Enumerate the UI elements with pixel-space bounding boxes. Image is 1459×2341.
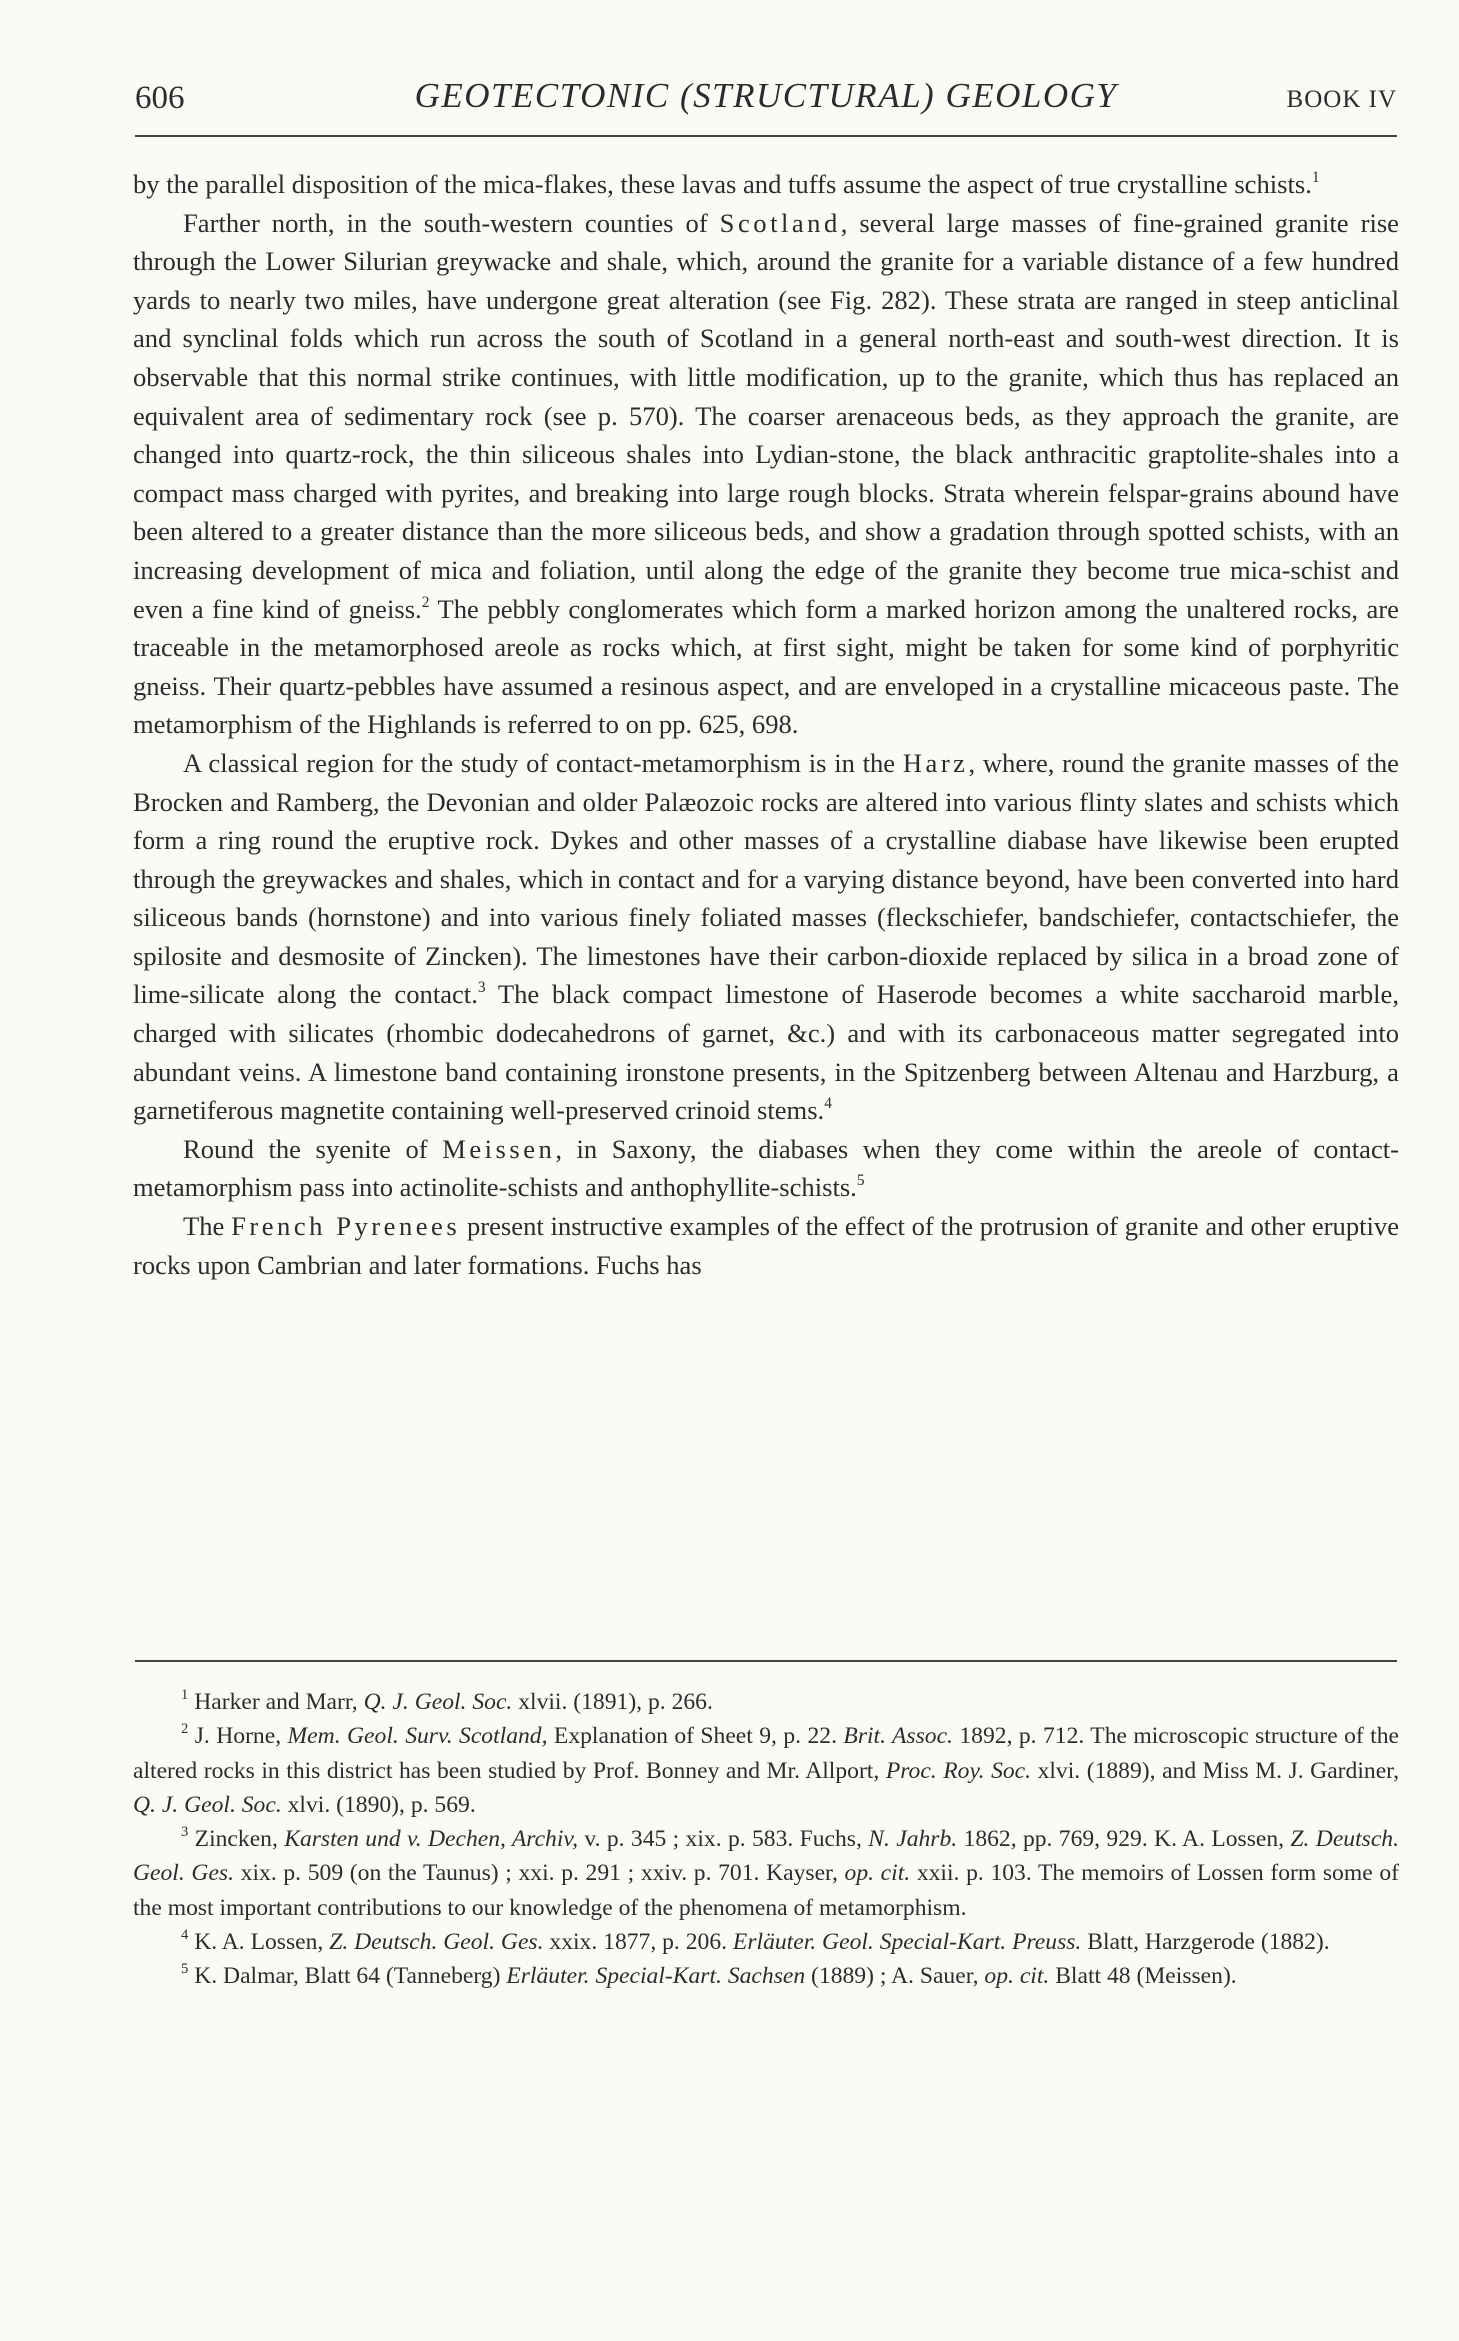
book-label: BOOK IV: [1286, 86, 1397, 113]
footnote-ref: 1: [1311, 169, 1320, 187]
footnote-ref: 2: [421, 593, 430, 611]
footnote: $^2$ J. Horne, Mem. Geol. Surv. Scotland, Explanation of Sheet 9, p. 22. Brit. Assoc. 1892, p. 712. The microscopic structure of the altered rocks in this district has been studied by Prof. Bonney and Mr. Allport, Proc. Roy. Soc. xlvi. (1889), and Miss M. J. Gardiner, Q. J. Geol. Soc. xlvi. (1890), p. 569.: [133, 1721, 1399, 1818]
footnote-ref: 5: [856, 1172, 865, 1190]
paragraph: Round the syenite of Meissen, in Saxony, the diabases when they come within the areole of contact-metamorphism pass into actinolite-schists and anthophyllite-schists.$^5$: [133, 1133, 1399, 1203]
footnote-number: 3: [181, 1823, 189, 1840]
place-name: Meissen: [442, 1133, 556, 1164]
page-header: [135, 72, 1397, 128]
paragraph: A classical region for the study of contact-metamorphism is in the Harz, where, round the granite masses of the Brocken and Ramberg, the Devonian and older Palæozoic rocks are altered into various flinty slates and schists which form a ring round the eruptive rock. Dykes and other masses of a crystalline diabase have likewise been erupted through the greywackes and shales, which in contact and for a varying distance beyond, have been converted into hard siliceous bands (hornstone) and into various finely foliated masses (fleckschiefer, bandschiefer, contactschiefer, the spilosite and desmosite of Zincken). The limestones have their carbon-dioxide replaced by silica in a broad zone of lime-silicate along the contact.$^3$ The black compact limestone of Haserode becomes a white saccharoid marble, charged with silicates (rhombic dodecahedrons of garnet, &c.) and with its carbonaceous matter segregated into abundant veins. A limestone band containing ironstone presents, in the Spitzenberg between Altenau and Harzburg, a garnetiferous magnetite containing well-preserved crinoid stems.$^4$: [133, 747, 1399, 1126]
footnote-ref: 4: [824, 1095, 832, 1113]
footnote: $^4$ K. A. Lossen, Z. Deutsch. Geol. Ges. xxix. 1877, p. 206. Erläuter. Geol. Special-Kart. Preuss. Blatt, Harzgerode (1882).: [181, 1926, 1330, 1956]
footnotes: [133, 1685, 1399, 1994]
body-text: [133, 165, 1399, 1284]
paragraph: The French Pyrenees present instructive examples of the effect of the protrusion of granite and other eruptive rocks upon Cambrian and later formations. Fuchs has: [133, 1211, 1400, 1280]
header-rule: [135, 135, 1397, 137]
place-name: Harz: [902, 747, 969, 778]
page-number: 606: [135, 80, 185, 116]
place-name: French Pyrenees: [231, 1211, 461, 1242]
footnote-ref: 3: [477, 979, 486, 997]
footnote: $^5$ K. Dalmar, Blatt 64 (Tanneberg) Erläuter. Special-Kart. Sachsen (1889) ; A. Sauer, op. cit. Blatt 48 (Meissen).: [181, 1961, 1237, 1990]
footnote: $^1$ Harker and Marr, Q. J. Geol. Soc. xlvii. (1891), p. 266.: [181, 1686, 713, 1715]
place-name: Scotland: [719, 207, 841, 238]
footnote-number: 2: [181, 1721, 189, 1738]
footnote: $^3$ Zincken, Karsten und v. Dechen, Archiv, v. p. 345 ; xix. p. 583. Fuchs, N. Jahrb. 1862, pp. 769, 929. K. A. Lossen, Z. Deutsch. Geol. Ges. xix. p. 509 (on the Taunus) ; xxi. p. 291 ; xxiv. p. 701. Kayser, op. cit. xxii. p. 103. The memoirs of Lossen form some of the most important contributions to our knowledge of the phenomena of metamorphism.: [133, 1823, 1399, 1921]
footnote-rule: [135, 1660, 1397, 1662]
footnote-number: 1: [181, 1686, 189, 1703]
footnote-number: 4: [181, 1926, 189, 1943]
footnote-number: 5: [181, 1961, 189, 1978]
paragraph: by the parallel disposition of the mica-flakes, these lavas and tuffs assume the aspect of true crystalline schists.$^1$: [133, 169, 1320, 199]
running-title: GEOTECTONIC (STRUCTURAL) GEOLOGY: [414, 76, 1118, 115]
paragraph: Farther north, in the south-western counties of Scotland, several large masses of fine-grained granite rise through the Lower Silurian greywacke and shale, which, around the granite for a variable distance of a few hundred yards to nearly two miles, have undergone great alteration (see Fig. 282). These strata are ranged in steep anticlinal and synclinal folds which run across the south of Scotland in a general north-east and south-west direction. It is observable that this normal strike continues, with little modification, up to the granite, which thus has replaced an equivalent area of sedimentary rock (see p. 570). The coarser arenaceous beds, as they approach the granite, are changed into quartz-rock, the thin siliceous shales into Lydian-stone, the black anthracitic graptolite-shales into a compact mass charged with pyrites, and breaking into large rough blocks. Strata wherein felspar-grains abound have been altered to a greater distance than the more siliceous beds, and show a gradation through spotted schists, with an increasing development of mica and foliation, until along the edge of the granite they become true mica-schist and even a fine kind of gneiss.$^2$ The pebbly conglomerates which form a marked horizon among the unaltered rocks, are traceable in the metamorphosed areole as rocks which, at first sight, might be taken for some kind of porphyritic gneiss. Their quartz-pebbles have assumed a resinous aspect, and are enveloped in a crystalline micaceous paste. The metamorphism of the Highlands is referred to on pp. 625, 698.: [133, 207, 1399, 740]
